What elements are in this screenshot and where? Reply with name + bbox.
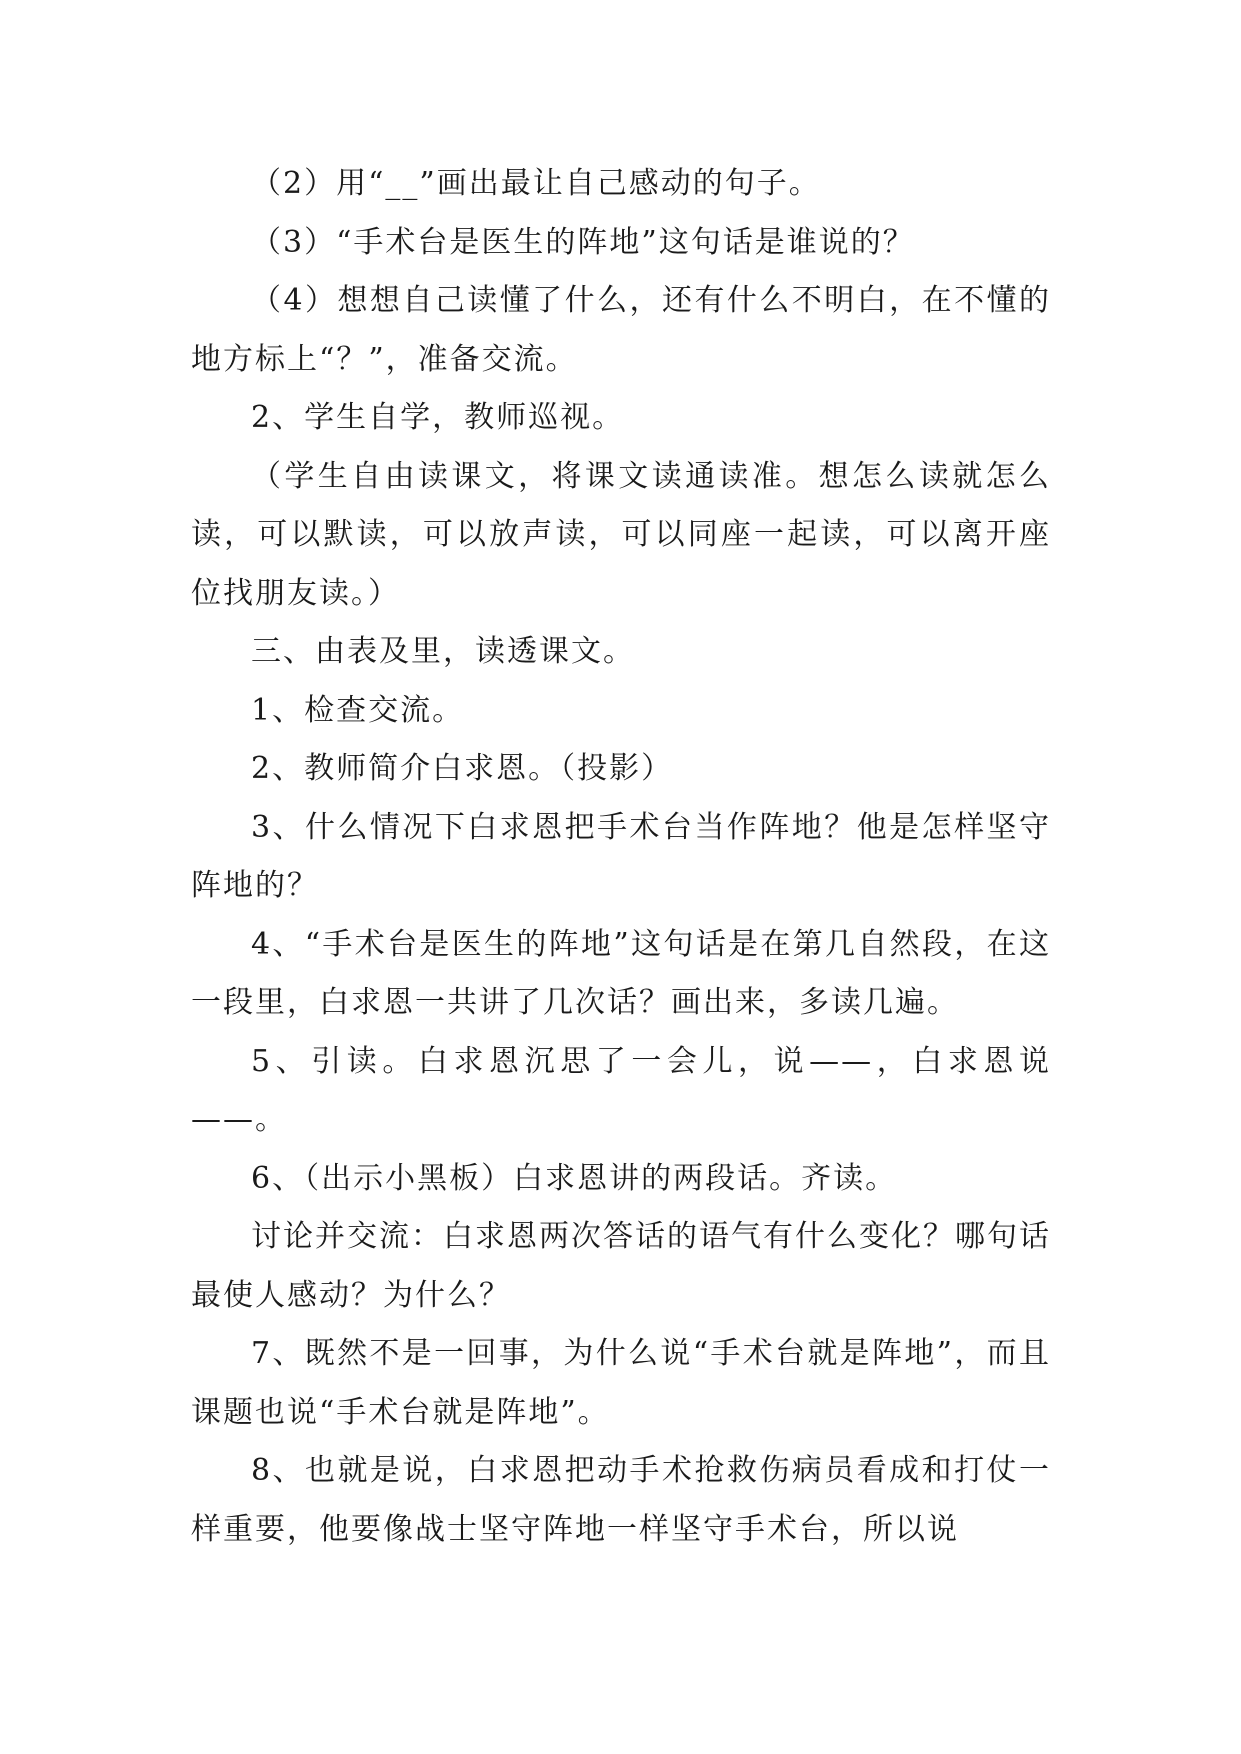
- paragraph-reading-note: （学生自由读课文，将课文读通读准。想怎么读就怎么读，可以默读，可以放声读，可以同座一起读，可以离开座位找朋友读。）: [191, 458, 1051, 611]
- document-page: [191, 155, 1051, 1559]
- paragraph-self-study: 2、学生自学，教师巡视。: [251, 400, 625, 435]
- paragraph-step-3-question: （3）“手术台是医生的阵地”这句话是谁说的？: [251, 224, 915, 260]
- paragraph-blackboard: 6、（出示小黑板）白求恩讲的两段话。齐读。: [251, 1160, 898, 1196]
- paragraph-discussion: 讨论并交流：白求恩两次答话的语气有什么变化？哪句话最使人感动？为什么？: [191, 1219, 1051, 1313]
- paragraph-question-7: 7、既然不是一回事，为什么说“手术台就是阵地”，而且课题也说“手术台就是阵地”。: [191, 1336, 1051, 1430]
- paragraph-step-2-underline: （2）用“__”画出最让自己感动的句子。: [251, 166, 821, 201]
- paragraph-step-4-think: （4）想想自己读懂了什么，还有什么不明白，在不懂的地方标上“？”，准备交流。: [191, 283, 1051, 377]
- paragraph-intro-bethune: 2、教师简介白求恩。（投影）: [251, 751, 674, 786]
- paragraph-check-exchange: 1、检查交流。: [251, 692, 465, 728]
- paragraph-question-8: 8、也就是说，白求恩把动手术抢救伤病员看成和打仗一样重要，他要像战士坚守阵地一样坚守手术台，所以说: [191, 1453, 1051, 1547]
- paragraph-question-4: 4、“手术台是医生的阵地”这句话是在第几自然段，在这一段里，白求恩一共讲了几次话？画出来，多读几遍。: [191, 926, 1051, 1020]
- section-heading-3: 三、由表及里，读透课文。: [251, 634, 635, 669]
- paragraph-question-3: 3、什么情况下白求恩把手术台当作阵地？他是怎样坚守阵地的？: [191, 809, 1051, 903]
- paragraph-guided-reading: 5、引读。白求恩沉思了一会儿，说——，白求恩说——。: [191, 1043, 1051, 1137]
